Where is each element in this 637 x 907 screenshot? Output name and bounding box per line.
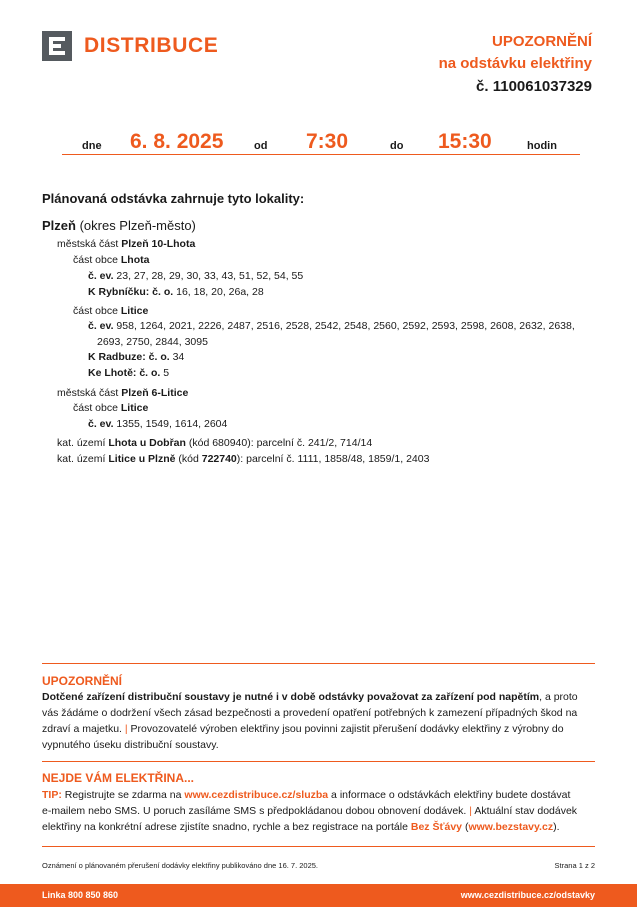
cez-logo-icon bbox=[42, 31, 72, 61]
cadastral-area-2: kat. území Litice u Plzně (kód 722740): parcelní č. 1111, 1858/48, 1859/1, 2403 bbox=[57, 453, 430, 465]
registry-numbers-litice: č. ev. 958, 1264, 2021, 2226, 2487, 2516, 2528, 2542, 2548, 2560, 2592, 2593, 2598, 2608, 2632, 2638, bbox=[88, 320, 575, 332]
district-part-1: městská část Plzeň 10-Lhota bbox=[57, 238, 196, 250]
hotline[interactable]: Linka 800 850 860 bbox=[42, 890, 119, 900]
divider bbox=[42, 846, 595, 847]
street-k-rybnicku: K Rybníčku: č. o. 16, 18, 20, 26a, 28 bbox=[88, 286, 264, 298]
from-label: od bbox=[254, 140, 268, 152]
footer-bar bbox=[0, 884, 637, 907]
to-label: do bbox=[390, 140, 404, 152]
warning-text: Dotčené zařízení distribuční soustavy je nutné i v době odstávky považovat za zařízení pod napětím, a proto vás žádáme o dodržení všech zásad bezpečnosti a provedení opatření potřebných k zamezení případných škod na zdraví a majetku. | Provozovatelé výroben elektřiny jsou povinni zajistit přerušení dodávky elektřiny z výrobny do vypnutého úseku distribuční soustavy. bbox=[42, 691, 578, 751]
street-ke-lhote: Ke Lhotě: č. o. 5 bbox=[88, 367, 170, 379]
notice-title: UPOZORNĚNÍ bbox=[491, 33, 592, 50]
district-part-2: městská část Plzeň 6-Litice bbox=[57, 387, 189, 399]
registry-numbers-litice-cont: 2693, 2750, 2844, 3095 bbox=[97, 336, 208, 348]
municipality-part-litice: část obce Litice bbox=[73, 305, 149, 317]
bezstavy-link[interactable]: www.bezstavy.cz bbox=[468, 821, 554, 833]
notice-subtitle: na odstávku elektřiny bbox=[438, 55, 592, 72]
footer-url-link[interactable]: www.cezdistribuce.cz/odstavky bbox=[460, 890, 595, 900]
outage-to: 15:30 bbox=[438, 130, 492, 153]
tip-title: NEJDE VÁM ELEKTŘINA... bbox=[42, 771, 195, 785]
localities-heading: Plánovaná odstávka zahrnuje tyto lokality: bbox=[42, 191, 305, 206]
tip-text: TIP: Registrujte se zdarma na www.cezdistribuce.cz/sluzba a informace o odstávkách elektřiny budete dostávat e-mailem nebo SMS. U poruch zasíláme SMS s předpokládanou dobou obnovení dodávek. | Aktuální stav dodávek elektřiny na konkrétní adrese zjistíte snadno, rychle a bez registrace na portále Bez Šťávy (www.bezstavy.cz). bbox=[42, 789, 578, 833]
date-label: dne bbox=[82, 140, 102, 152]
registry-numbers-litice-2: č. ev. 1355, 1549, 1614, 2604 bbox=[88, 418, 228, 430]
brand-name: DISTRIBUCE bbox=[84, 34, 219, 57]
municipality-part-litice-2: část obce Litice bbox=[73, 402, 149, 414]
outage-date: 6. 8. 2025 bbox=[130, 130, 224, 153]
hours-label: hodin bbox=[527, 140, 557, 152]
municipality-part-lhota: část obce Lhota bbox=[73, 254, 150, 266]
page-number: Strana 1 z 2 bbox=[554, 861, 595, 870]
cadastral-area-1: kat. území Lhota u Dobřan (kód 680940): parcelní č. 241/2, 714/14 bbox=[57, 437, 373, 449]
notice-header bbox=[439, 31, 592, 99]
divider bbox=[42, 761, 595, 762]
publication-note: Oznámení o plánovaném přerušení dodávky elektřiny publikováno dne 16. 7. 2025. bbox=[42, 861, 319, 870]
city: Plzeň (okres Plzeň-město) bbox=[42, 218, 196, 233]
warning-title: UPOZORNĚNÍ bbox=[42, 674, 123, 688]
outage-timeline bbox=[62, 126, 580, 155]
divider bbox=[42, 663, 595, 664]
street-k-radbuze: K Radbuze: č. o. 34 bbox=[88, 351, 185, 363]
registry-numbers-lhota: č. ev. 23, 27, 28, 29, 30, 33, 43, 51, 52, 54, 55 bbox=[88, 270, 304, 282]
registration-link[interactable]: www.cezdistribuce.cz/sluzba bbox=[184, 789, 329, 801]
logo bbox=[42, 31, 218, 61]
notice-number: č. 110061037329 bbox=[476, 78, 592, 95]
outage-from: 7:30 bbox=[306, 130, 349, 153]
